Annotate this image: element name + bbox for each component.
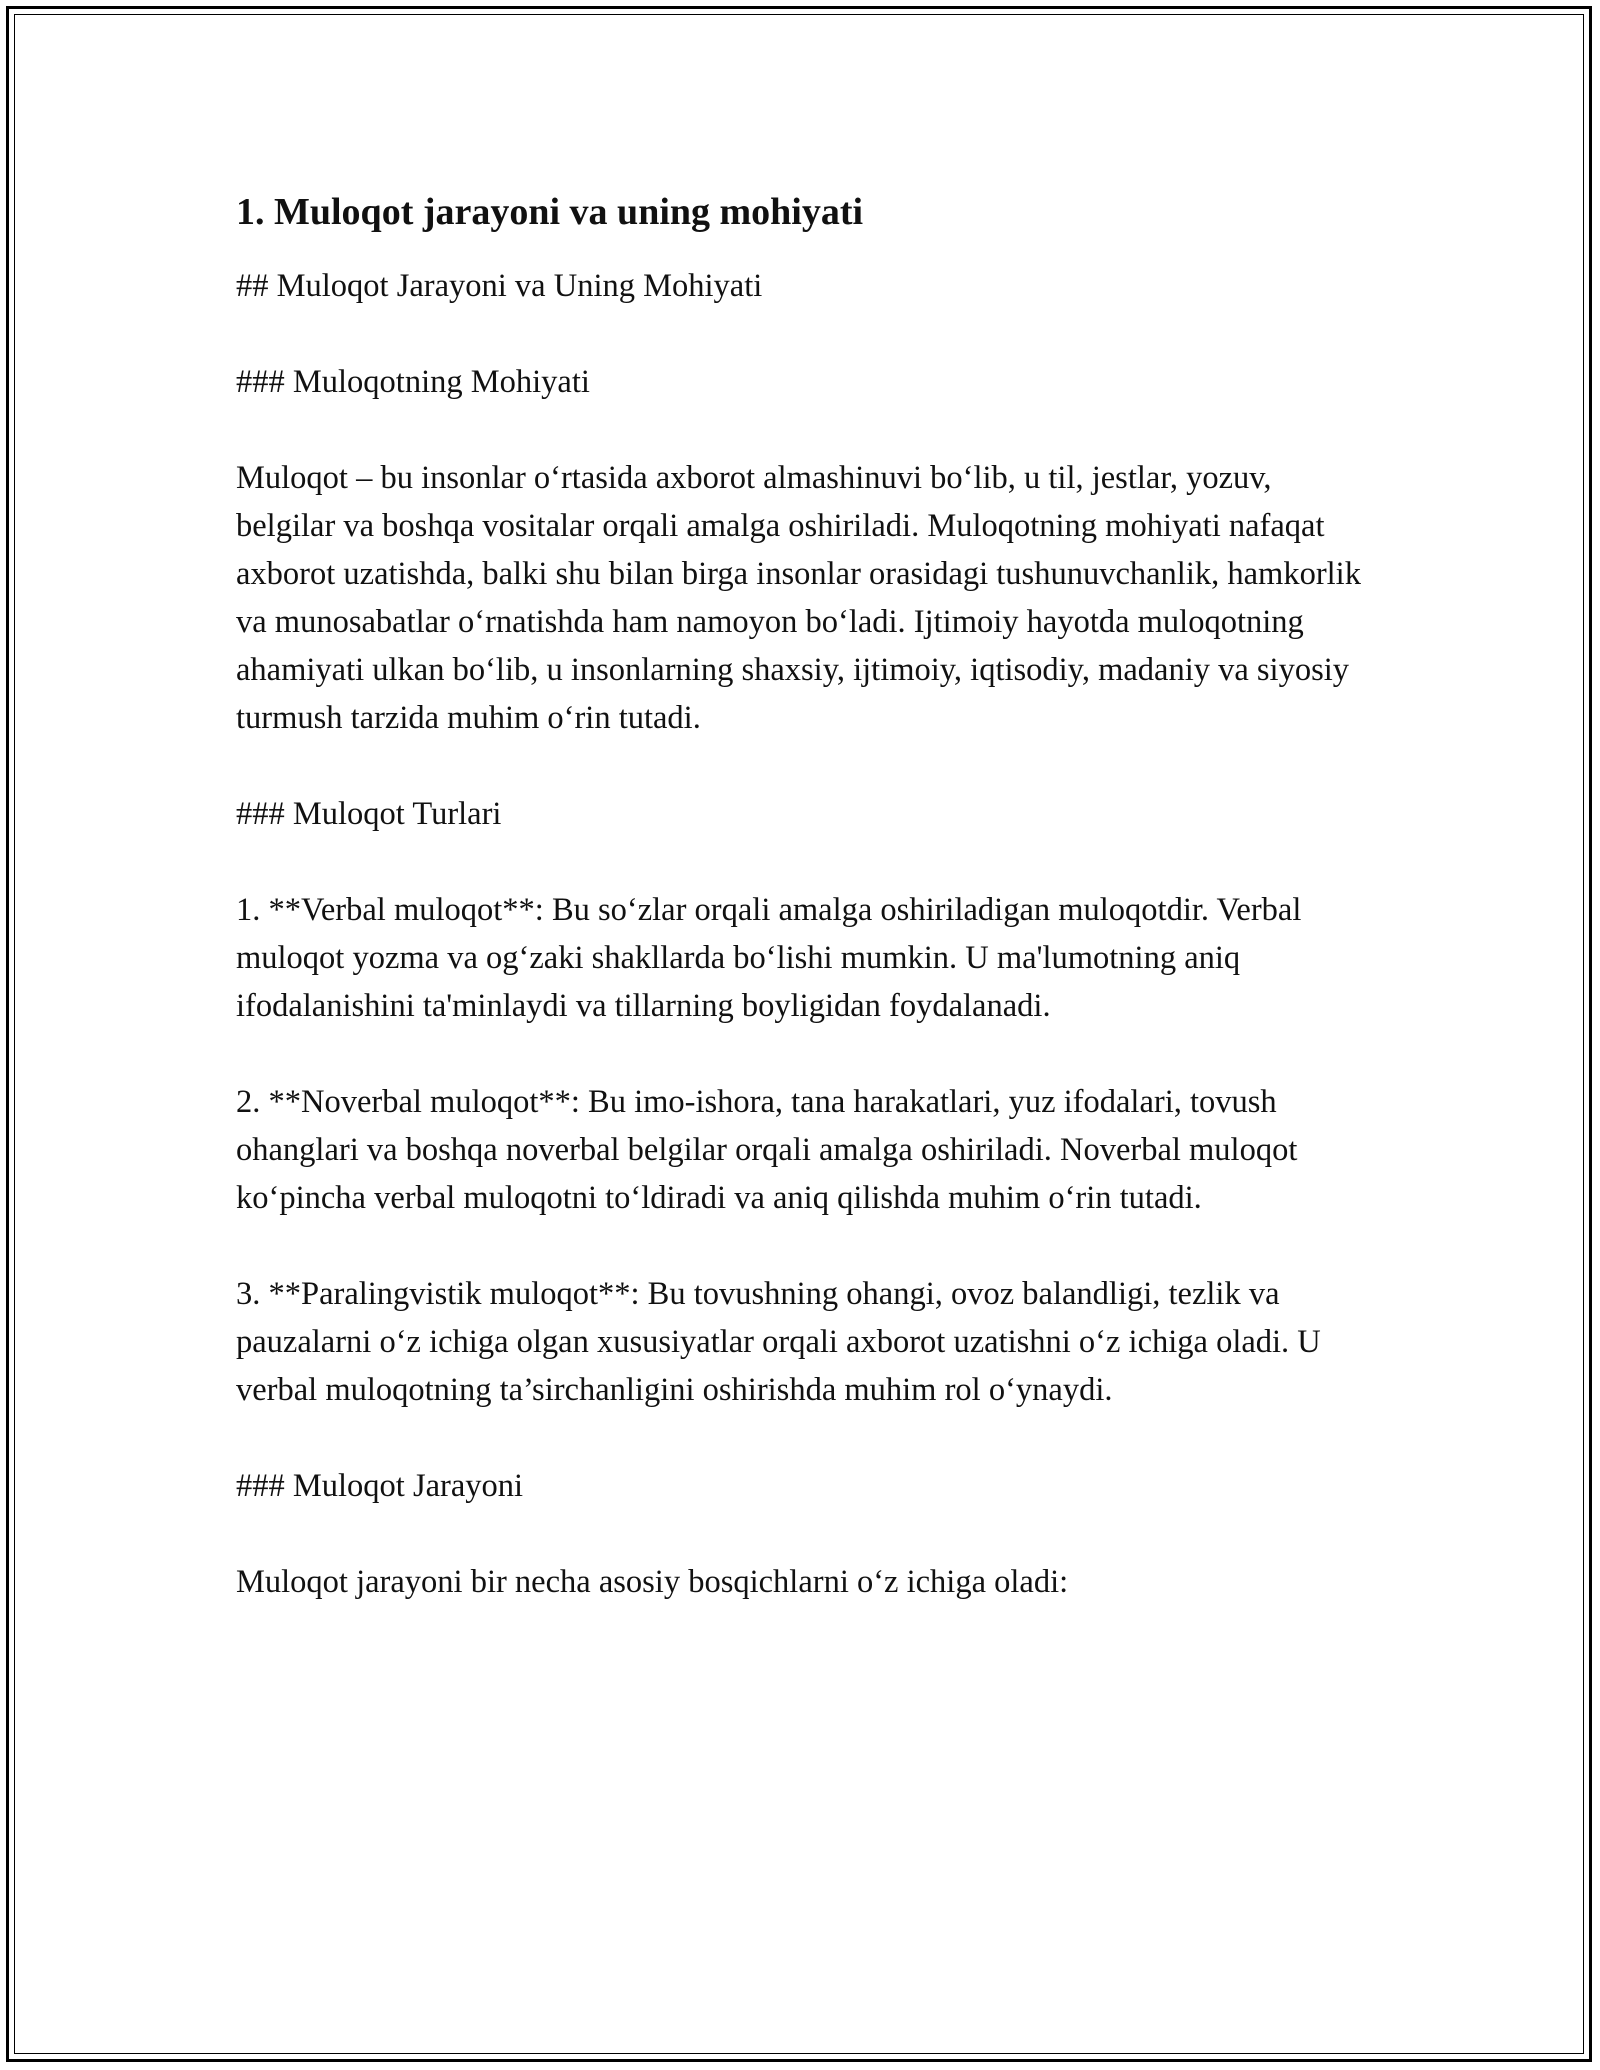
list-item-verbal: 1. **Verbal muloqot**: Bu so‘zlar orqali amalga oshiriladigan muloqotdir. Verbal muloqot yozma va og‘zaki shakllarda bo‘lishi mumkin. U ma'lumotning aniq ifodalanishini ta'minlaydi va tillarning boyligidan foydalanadi. — [236, 892, 1302, 1024]
section-heading-turlari: ### Muloqot Turlari — [236, 796, 502, 832]
list-item-paralingvistik: 3. **Paralingvistik muloqot**: Bu tovushning ohangi, ovoz balandligi, tezlik va pauzalarni o‘z ichiga olgan xususiyatlar orqali axborot uzatishni o‘z ichiga oladi. U verbal muloqotning ta’sirchanligini oshirishda muhim rol o‘ynaydi. — [236, 1276, 1321, 1408]
paragraph-jarayoni: Muloqot jarayoni bir necha asosiy bosqichlarni o‘z ichiga oladi: — [236, 1564, 1069, 1600]
section-heading-jarayoni: ### Muloqot Jarayoni — [236, 1468, 524, 1504]
document-title: 1. Muloqot jarayoni va uning mohiyati — [236, 191, 864, 233]
markdown-h2-line: ## Muloqot Jarayoni va Uning Mohiyati — [236, 268, 763, 304]
document-body — [236, 186, 1366, 1654]
paragraph-mohiyati: Muloqot – bu insonlar o‘rtasida axborot almashinuvi bo‘lib, u til, jestlar, yozuv, belgilar va boshqa vositalar orqali amalga oshiriladi. Muloqotning mohiyati nafaqat axborot uzatishda, balki shu bilan birga insonlar orasidagi tushunuvchanlik, hamkorlik va munosabatlar o‘rnatishda ham namoyon bo‘ladi. Ijtimoiy hayotda muloqotning ahamiyati ulkan bo‘lib, u insonlarning shaxsiy, ijtimoiy, iqtisodiy, madaniy va siyosiy turmush tarzida muhim o‘rin tutadi. — [236, 460, 1361, 736]
section-heading-mohiyati: ### Muloqotning Mohiyati — [236, 364, 590, 400]
list-item-noverbal: 2. **Noverbal muloqot**: Bu imo-ishora, tana harakatlari, yuz ifodalari, tovush ohanglari va boshqa noverbal belgilar orqali amalga oshiriladi. Noverbal muloqot ko‘pincha verbal muloqotni to‘ldiradi va aniq qilishda muhim o‘rin tutadi. — [236, 1084, 1298, 1216]
